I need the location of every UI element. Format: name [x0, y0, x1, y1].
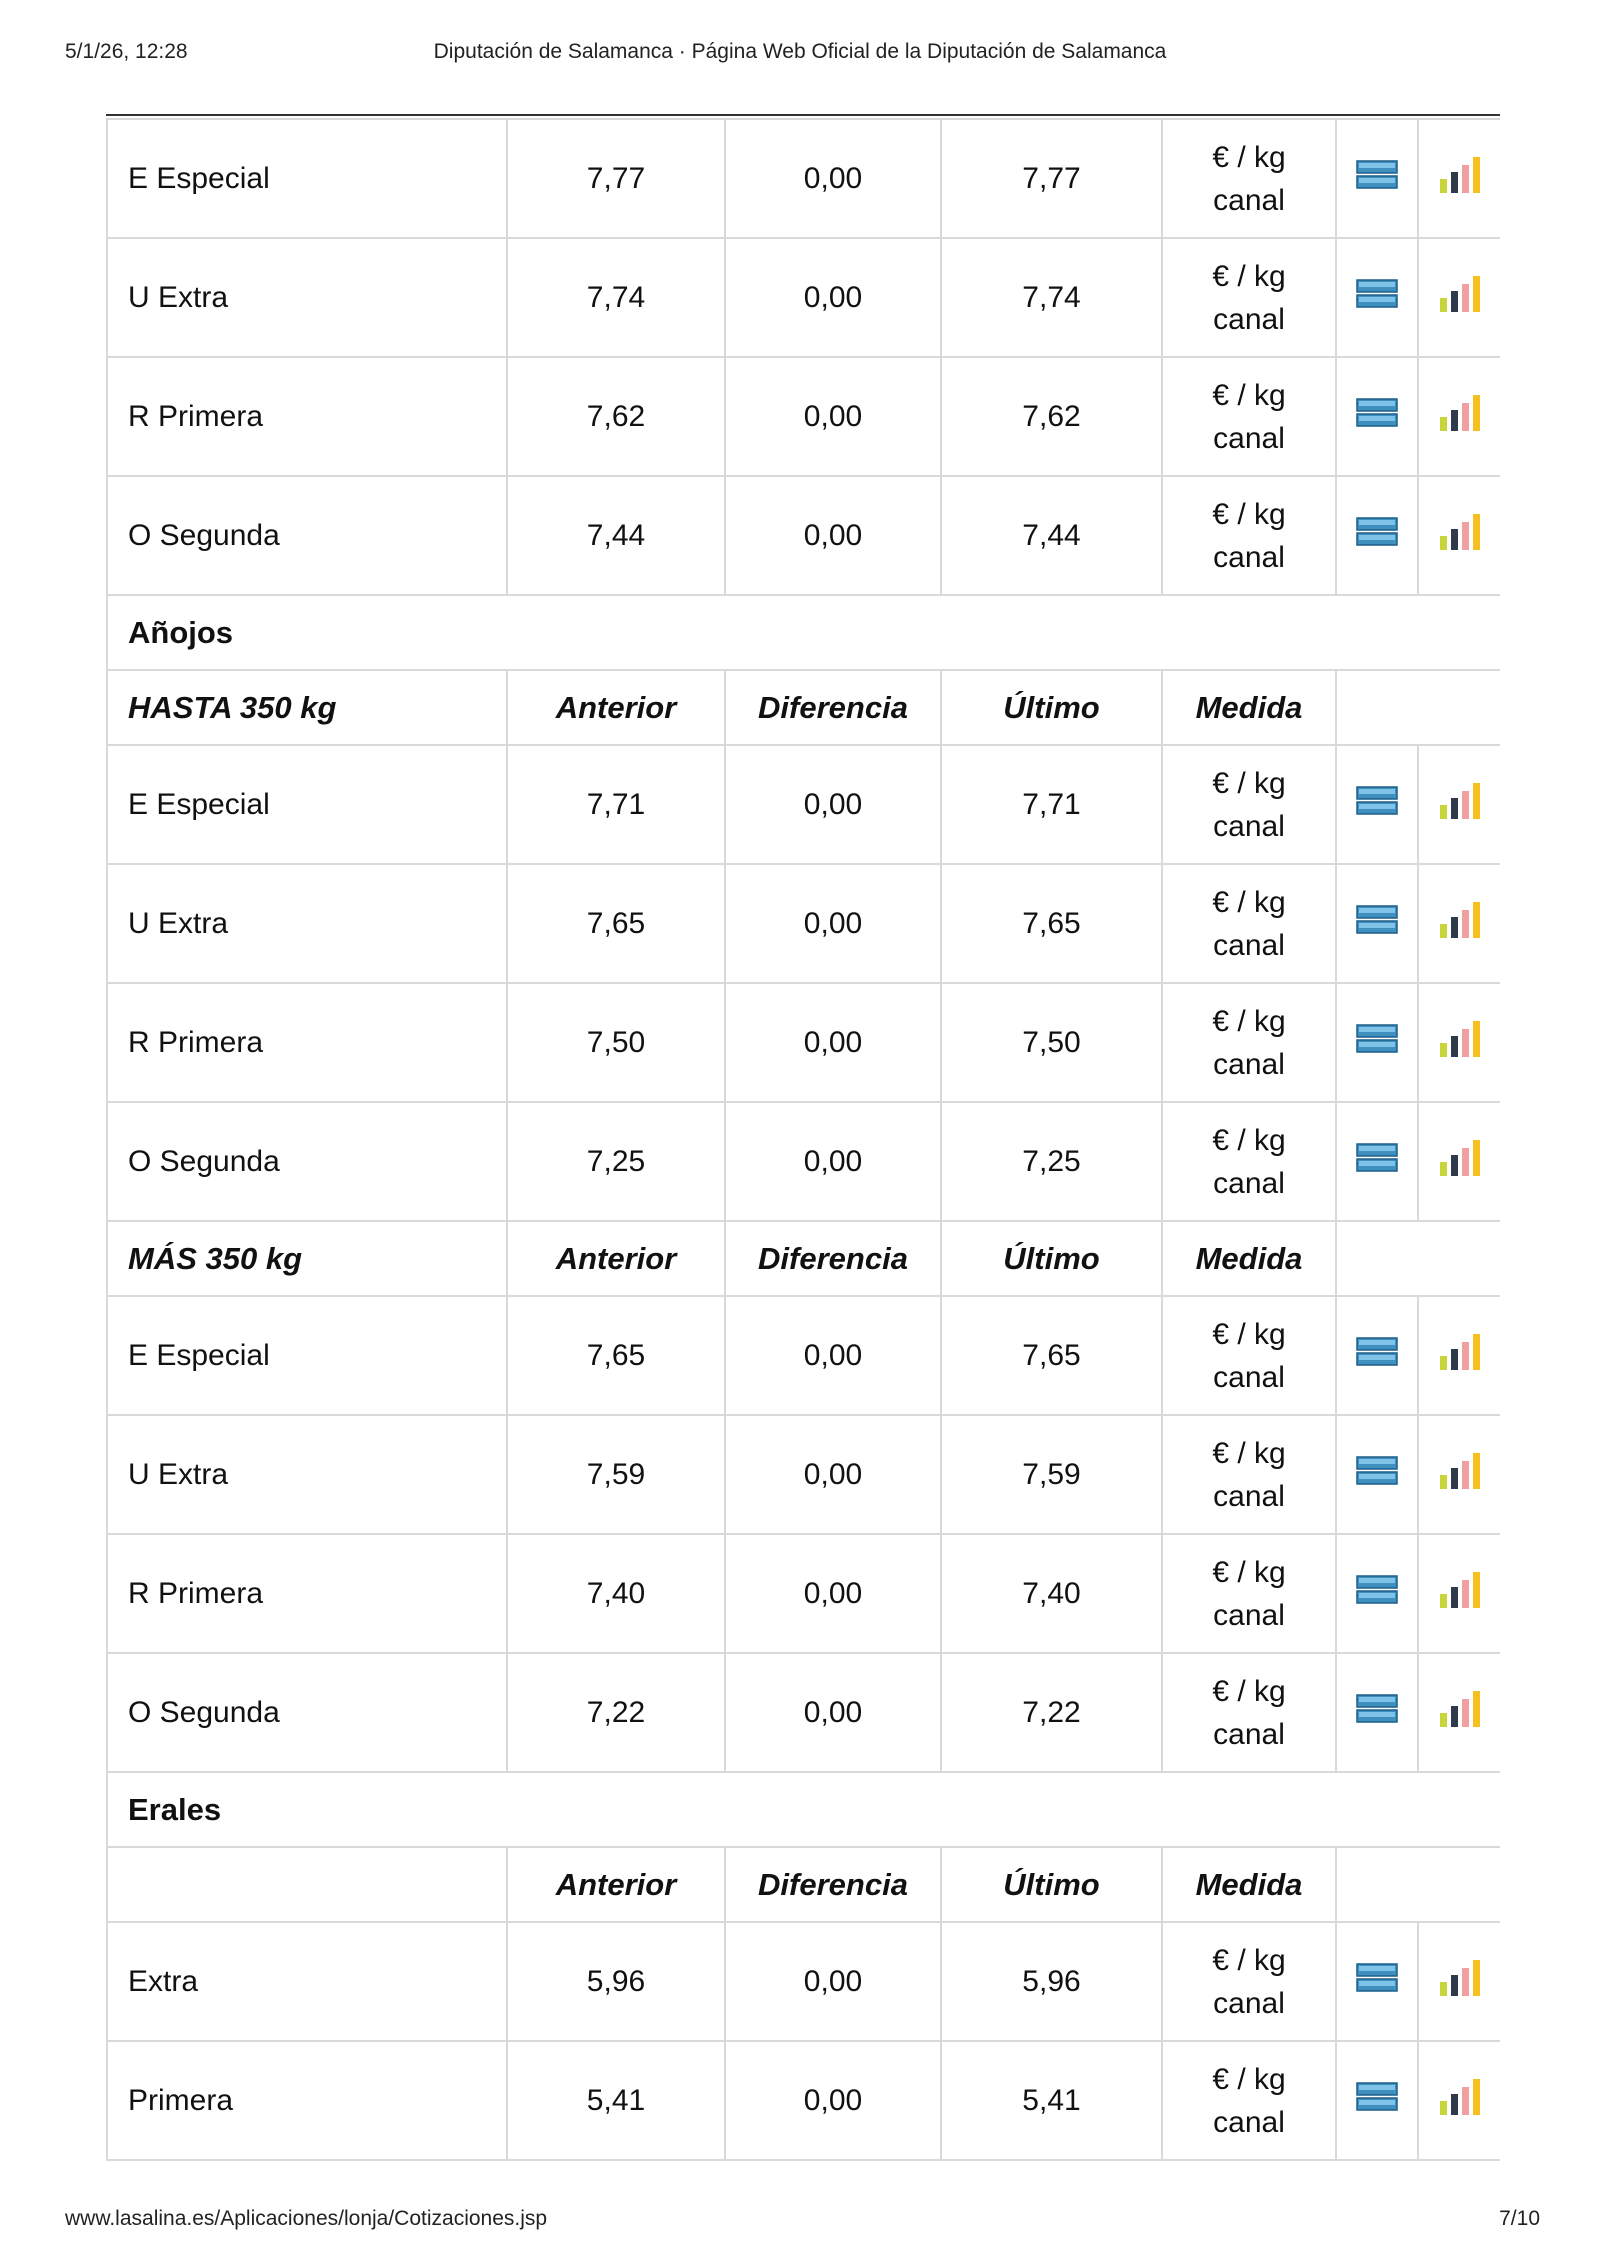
diferencia-value: 0,00 — [725, 745, 941, 864]
unit-cell — [1162, 864, 1336, 983]
row-name: U Extra — [107, 238, 507, 357]
bar-chart-icon[interactable] — [1438, 155, 1482, 195]
anterior-value: 7,71 — [507, 745, 725, 864]
unit-line-1: € / kg — [1212, 497, 1286, 531]
bar-chart-icon[interactable] — [1438, 900, 1482, 940]
chart-view-button[interactable] — [1418, 1415, 1500, 1534]
table-view-icon[interactable] — [1356, 1574, 1398, 1606]
table-row — [107, 1415, 1500, 1534]
page-title: Diputación de Salamanca · Página Web Oficial de la Diputación de Salamanca — [433, 40, 1167, 63]
header-ultimo: Último — [941, 1847, 1162, 1922]
table-view-button[interactable] — [1336, 864, 1418, 983]
row-name: Extra — [107, 1922, 507, 2041]
table-view-button[interactable] — [1336, 1534, 1418, 1653]
table-row — [107, 745, 1500, 864]
bar-chart-icon[interactable] — [1438, 1332, 1482, 1372]
unit-cell — [1162, 1922, 1336, 2041]
anterior-value: 7,44 — [507, 476, 725, 595]
unit-line-1: € / kg — [1212, 140, 1286, 174]
header-icons-blank — [1336, 1221, 1500, 1296]
diferencia-value: 0,00 — [725, 983, 941, 1102]
diferencia-value: 0,00 — [725, 1415, 941, 1534]
table-view-button[interactable] — [1336, 1415, 1418, 1534]
row-name: R Primera — [107, 357, 507, 476]
page-url: www.lasalina.es/Aplicaciones/lonja/Cotizaciones.jsp — [65, 2207, 548, 2230]
bar-chart-icon[interactable] — [1438, 1689, 1482, 1729]
table-view-button[interactable] — [1336, 238, 1418, 357]
unit-line-2: canal — [1213, 1166, 1285, 1200]
table-view-button[interactable] — [1336, 1296, 1418, 1415]
anterior-value: 5,41 — [507, 2041, 725, 2160]
ultimo-value: 7,74 — [941, 238, 1162, 357]
chart-view-button[interactable] — [1418, 119, 1500, 238]
unit-line-2: canal — [1213, 1717, 1285, 1751]
header-anterior: Anterior — [507, 670, 725, 745]
bar-chart-icon[interactable] — [1438, 781, 1482, 821]
anterior-value: 7,50 — [507, 983, 725, 1102]
header-ultimo: Último — [941, 670, 1162, 745]
unit-cell — [1162, 119, 1336, 238]
row-name: O Segunda — [107, 1102, 507, 1221]
print-footer — [0, 2207, 1600, 2237]
unit-line-1: € / kg — [1212, 885, 1286, 919]
chart-view-button[interactable] — [1418, 745, 1500, 864]
unit-line-1: € / kg — [1212, 1004, 1286, 1038]
diferencia-value: 0,00 — [725, 476, 941, 595]
unit-line-2: canal — [1213, 421, 1285, 455]
ultimo-value: 7,65 — [941, 1296, 1162, 1415]
ultimo-value: 7,44 — [941, 476, 1162, 595]
anterior-value: 7,74 — [507, 238, 725, 357]
chart-view-button[interactable] — [1418, 1296, 1500, 1415]
unit-line-2: canal — [1213, 2105, 1285, 2139]
table-body — [107, 119, 1500, 2160]
row-name: E Especial — [107, 119, 507, 238]
chart-view-button[interactable] — [1418, 1653, 1500, 1772]
anterior-value: 7,65 — [507, 1296, 725, 1415]
table-row — [107, 357, 1500, 476]
header-medida: Medida — [1162, 1221, 1336, 1296]
diferencia-value: 0,00 — [725, 1534, 941, 1653]
unit-cell — [1162, 1534, 1336, 1653]
row-name: U Extra — [107, 1415, 507, 1534]
chart-view-button[interactable] — [1418, 2041, 1500, 2160]
chart-view-button[interactable] — [1418, 476, 1500, 595]
unit-line-2: canal — [1213, 1047, 1285, 1081]
ultimo-value: 7,71 — [941, 745, 1162, 864]
table-row — [107, 1102, 1500, 1221]
table-view-icon[interactable] — [1356, 2081, 1398, 2113]
diferencia-value: 0,00 — [725, 1922, 941, 2041]
table-view-icon[interactable] — [1356, 278, 1398, 310]
bar-chart-icon[interactable] — [1438, 512, 1482, 552]
chart-view-button[interactable] — [1418, 238, 1500, 357]
header-diferencia: Diferencia — [725, 670, 941, 745]
diferencia-value: 0,00 — [725, 1653, 941, 1772]
row-name: Primera — [107, 2041, 507, 2160]
anterior-value: 7,25 — [507, 1102, 725, 1221]
bar-chart-icon[interactable] — [1438, 274, 1482, 314]
ultimo-value: 7,25 — [941, 1102, 1162, 1221]
table-view-icon[interactable] — [1356, 1023, 1398, 1055]
unit-cell — [1162, 1653, 1336, 1772]
unit-line-1: € / kg — [1212, 2062, 1286, 2096]
unit-cell — [1162, 983, 1336, 1102]
anterior-value: 7,22 — [507, 1653, 725, 1772]
unit-cell — [1162, 476, 1336, 595]
table-view-button[interactable] — [1336, 983, 1418, 1102]
table-row — [107, 238, 1500, 357]
row-name: R Primera — [107, 983, 507, 1102]
ultimo-value: 7,40 — [941, 1534, 1162, 1653]
bar-chart-icon[interactable] — [1438, 1570, 1482, 1610]
row-name: E Especial — [107, 745, 507, 864]
table-view-icon[interactable] — [1356, 1336, 1398, 1368]
table-view-icon[interactable] — [1356, 1142, 1398, 1174]
section-title: Erales — [107, 1772, 1500, 1847]
bar-chart-icon[interactable] — [1438, 1019, 1482, 1059]
weight-category-header: MÁS 350 kg — [107, 1221, 507, 1296]
print-header — [0, 40, 1600, 70]
diferencia-value: 0,00 — [725, 357, 941, 476]
header-diferencia: Diferencia — [725, 1221, 941, 1296]
unit-line-2: canal — [1213, 183, 1285, 217]
table-view-button[interactable] — [1336, 1102, 1418, 1221]
weight-category-header — [107, 1847, 507, 1922]
diferencia-value: 0,00 — [725, 1296, 941, 1415]
header-medida: Medida — [1162, 1847, 1336, 1922]
unit-cell — [1162, 1296, 1336, 1415]
anterior-value: 7,77 — [507, 119, 725, 238]
header-ultimo: Último — [941, 1221, 1162, 1296]
table-view-button[interactable] — [1336, 119, 1418, 238]
table-view-icon[interactable] — [1356, 397, 1398, 429]
ultimo-value: 7,22 — [941, 1653, 1162, 1772]
table-row — [107, 2041, 1500, 2160]
table-view-button[interactable] — [1336, 1653, 1418, 1772]
unit-line-1: € / kg — [1212, 1317, 1286, 1351]
unit-line-1: € / kg — [1212, 1436, 1286, 1470]
table-row — [107, 1296, 1500, 1415]
bar-chart-icon[interactable] — [1438, 1958, 1482, 1998]
row-name: U Extra — [107, 864, 507, 983]
table-row — [107, 119, 1500, 238]
anterior-value: 7,59 — [507, 1415, 725, 1534]
table-row — [107, 476, 1500, 595]
table-row — [107, 864, 1500, 983]
table-view-button[interactable] — [1336, 357, 1418, 476]
unit-line-1: € / kg — [1212, 766, 1286, 800]
table-row — [107, 1534, 1500, 1653]
column-header-row — [107, 1221, 1500, 1296]
unit-line-2: canal — [1213, 302, 1285, 336]
anterior-value: 7,40 — [507, 1534, 725, 1653]
chart-view-button[interactable] — [1418, 1922, 1500, 2041]
header-medida: Medida — [1162, 670, 1336, 745]
ultimo-value: 7,65 — [941, 864, 1162, 983]
unit-line-1: € / kg — [1212, 1943, 1286, 1977]
section-row — [107, 1772, 1500, 1847]
unit-cell — [1162, 1102, 1336, 1221]
unit-line-2: canal — [1213, 1598, 1285, 1632]
unit-line-2: canal — [1213, 540, 1285, 574]
unit-line-1: € / kg — [1212, 259, 1286, 293]
ultimo-value: 5,41 — [941, 2041, 1162, 2160]
anterior-value: 7,65 — [507, 864, 725, 983]
chart-view-button[interactable] — [1418, 1102, 1500, 1221]
chart-view-button[interactable] — [1418, 864, 1500, 983]
column-header-row — [107, 1847, 1500, 1922]
chart-view-button[interactable] — [1418, 1534, 1500, 1653]
header-icons-blank — [1336, 1847, 1500, 1922]
page-number: 7/10 — [1499, 2207, 1540, 2230]
bar-chart-icon[interactable] — [1438, 2077, 1482, 2117]
chart-view-button[interactable] — [1418, 983, 1500, 1102]
cotizaciones-table — [106, 118, 1500, 2161]
anterior-value: 7,62 — [507, 357, 725, 476]
unit-cell — [1162, 1415, 1336, 1534]
bar-chart-icon[interactable] — [1438, 393, 1482, 433]
unit-cell — [1162, 238, 1336, 357]
table-view-icon[interactable] — [1356, 904, 1398, 936]
print-date: 5/1/26, 12:28 — [65, 40, 188, 63]
unit-line-2: canal — [1213, 928, 1285, 962]
table-view-icon[interactable] — [1356, 516, 1398, 548]
row-name: O Segunda — [107, 1653, 507, 1772]
section-row — [107, 595, 1500, 670]
unit-line-1: € / kg — [1212, 378, 1286, 412]
diferencia-value: 0,00 — [725, 2041, 941, 2160]
table-view-icon[interactable] — [1356, 1962, 1398, 1994]
table-view-button[interactable] — [1336, 1922, 1418, 2041]
header-anterior: Anterior — [507, 1847, 725, 1922]
section-title: Añojos — [107, 595, 1500, 670]
bar-chart-icon[interactable] — [1438, 1138, 1482, 1178]
table-view-icon[interactable] — [1356, 1455, 1398, 1487]
diferencia-value: 0,00 — [725, 119, 941, 238]
anterior-value: 5,96 — [507, 1922, 725, 2041]
unit-line-2: canal — [1213, 809, 1285, 843]
ultimo-value: 7,59 — [941, 1415, 1162, 1534]
row-name: E Especial — [107, 1296, 507, 1415]
table-row — [107, 1653, 1500, 1772]
cotizaciones-table-container — [106, 118, 1500, 2194]
ultimo-value: 7,50 — [941, 983, 1162, 1102]
column-header-row — [107, 670, 1500, 745]
table-view-icon[interactable] — [1356, 159, 1398, 191]
ultimo-value: 7,62 — [941, 357, 1162, 476]
diferencia-value: 0,00 — [725, 1102, 941, 1221]
row-name: O Segunda — [107, 476, 507, 595]
ultimo-value: 5,96 — [941, 1922, 1162, 2041]
table-view-icon[interactable] — [1356, 1693, 1398, 1725]
header-diferencia: Diferencia — [725, 1847, 941, 1922]
unit-line-1: € / kg — [1212, 1123, 1286, 1157]
unit-cell — [1162, 2041, 1336, 2160]
unit-line-1: € / kg — [1212, 1674, 1286, 1708]
unit-line-2: canal — [1213, 1479, 1285, 1513]
unit-line-1: € / kg — [1212, 1555, 1286, 1589]
header-anterior: Anterior — [507, 1221, 725, 1296]
ultimo-value: 7,77 — [941, 119, 1162, 238]
unit-cell — [1162, 357, 1336, 476]
diferencia-value: 0,00 — [725, 238, 941, 357]
chart-view-button[interactable] — [1418, 357, 1500, 476]
table-row — [107, 1922, 1500, 2041]
bar-chart-icon[interactable] — [1438, 1451, 1482, 1491]
unit-line-2: canal — [1213, 1360, 1285, 1394]
header-icons-blank — [1336, 670, 1500, 745]
unit-cell — [1162, 745, 1336, 864]
table-row — [107, 983, 1500, 1102]
table-view-button[interactable] — [1336, 476, 1418, 595]
row-name: R Primera — [107, 1534, 507, 1653]
page-divider — [106, 114, 1500, 116]
weight-category-header: HASTA 350 kg — [107, 670, 507, 745]
table-view-button[interactable] — [1336, 745, 1418, 864]
table-view-icon[interactable] — [1356, 785, 1398, 817]
unit-line-2: canal — [1213, 1986, 1285, 2020]
diferencia-value: 0,00 — [725, 864, 941, 983]
table-view-button[interactable] — [1336, 2041, 1418, 2160]
